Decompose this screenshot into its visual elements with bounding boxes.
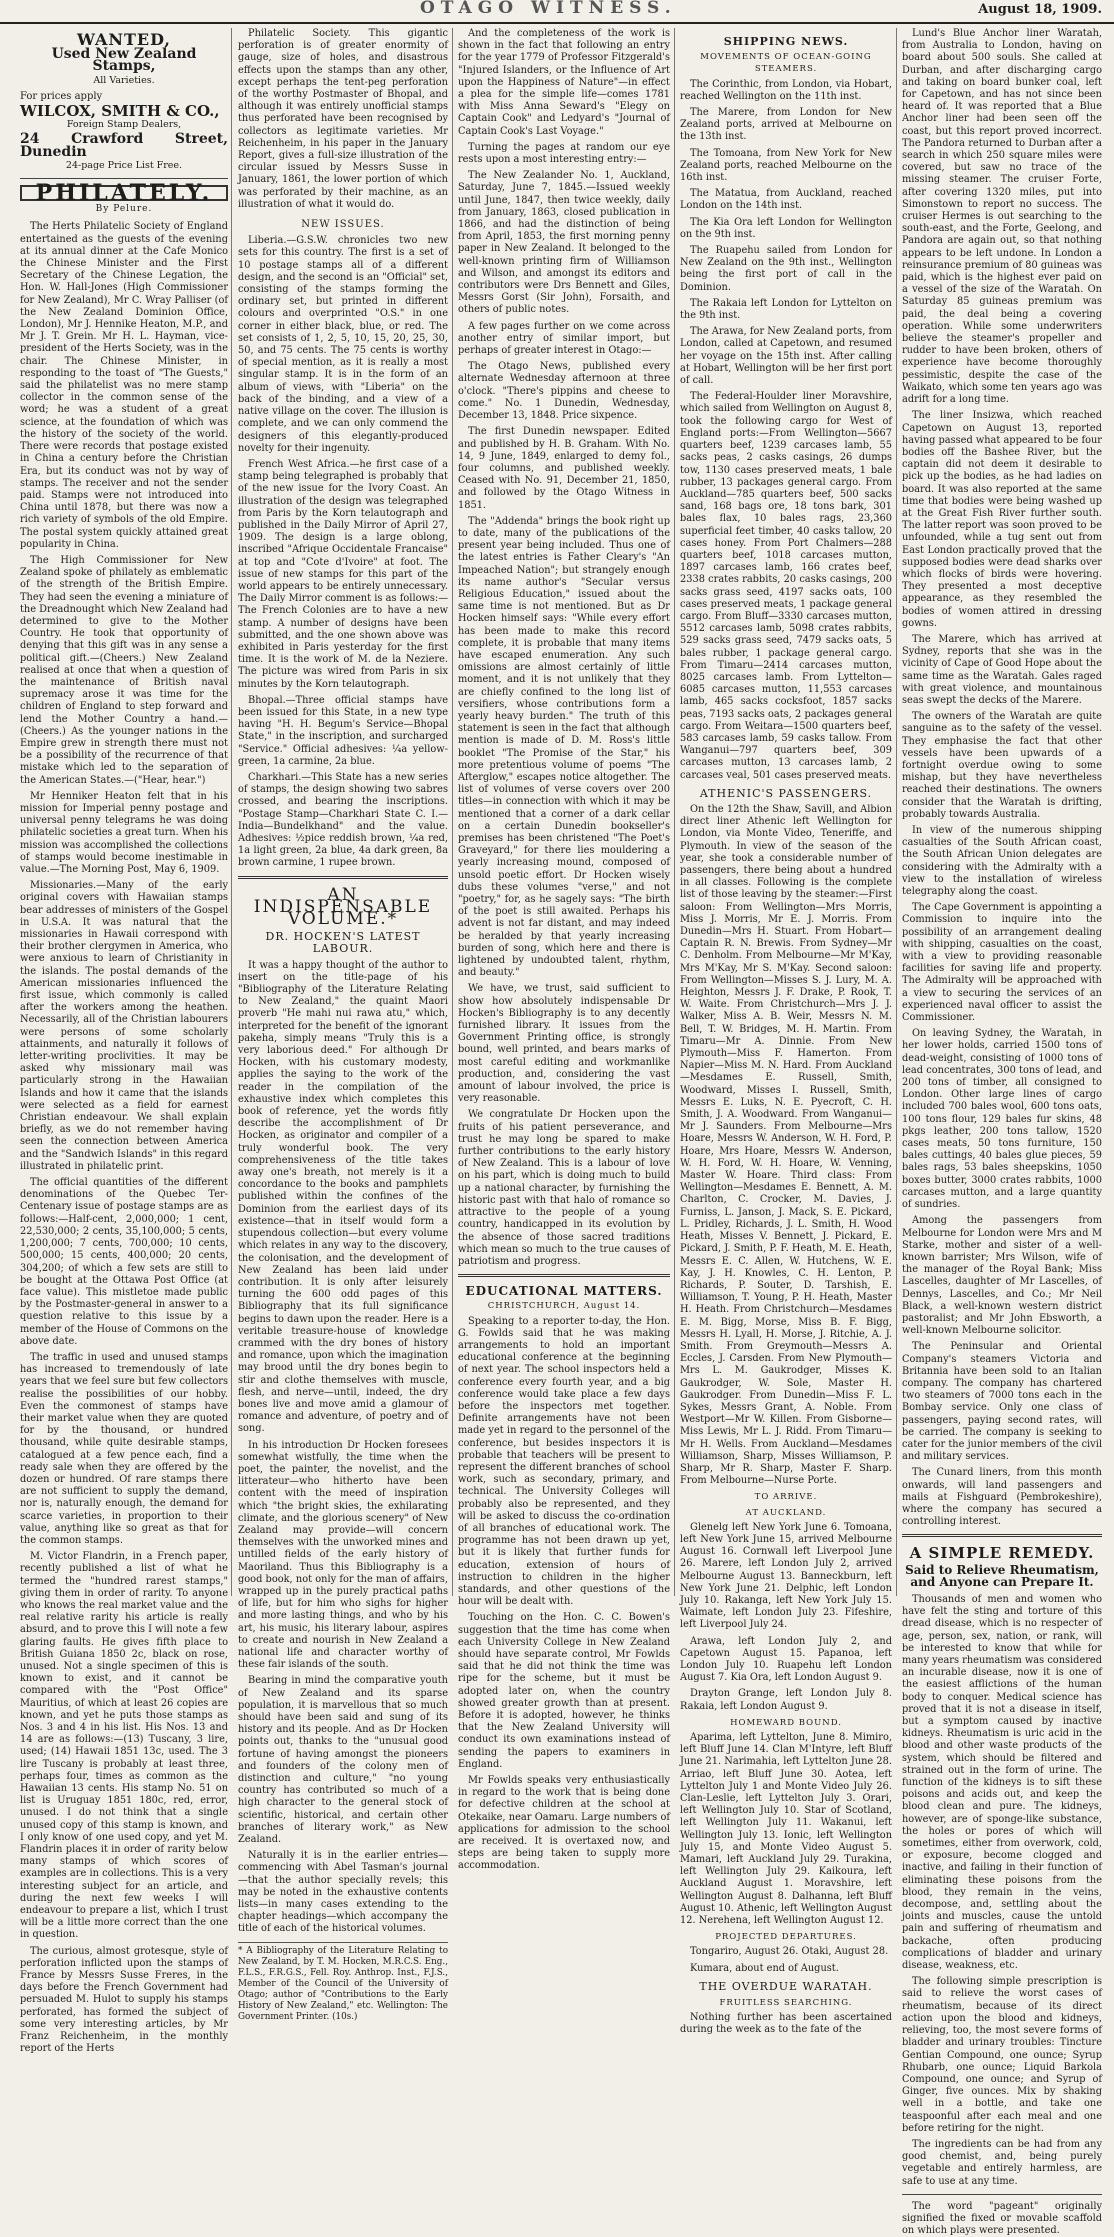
paragraph: The official quantities of the different denominations of the Quebec Ter-Centenary issue of postage stamps are as follows:—Half-cent, 2,000,000; 1 cent, 22,530,000; 2 cents, 35,100,000; 5 cents, 1,200,000; 7 cents, 700,000; 10 cents, 500,000; 15 cents, 400,000; 20 cents, 304,200; of which a few sets are still to be bought at the Ottawa Post Office (at face value). This mistletoe made public by the Postmaster-general in answer to a question relative to this issue by a member of the House of Commons on the above date. (20, 1177, 228, 1347)
column-divider (896, 28, 897, 1596)
ad-firm: WILCOX, SMITH & CO., (20, 102, 220, 121)
paragraph: The ingredients can be had from any good chemist, and, being purely vegetable and entirely harmless, are safe to use at any time. (902, 2138, 1102, 2187)
column-5 (902, 28, 1102, 2237)
divider (20, 178, 228, 179)
paragraph: Lund's Blue Anchor liner Waratah, from Australia to London, having on board about 500 souls. She called at Durban, and after discharging cargo and taking on board bunker coal, left for Capetown, and has not since been heard of. It was reported that a Blue Anchor liner had been seen off the coast, but this report proved incorrect. The Pandora returned to Durban after a search in which 250 square miles were covered, but saw no trace of the missing steamer. The cruiser Forte, after covering 1320 miles, put into Simonstown to report no success. The cruiser Hermes is out searching to the south-east, and the Forte, Geelong, and Pandora are again out, so that nothing appears to be left undone. In London a reinsurance premium of 80 guineas was paid, which is the highest ever paid on a vessel of the size of the Waratah. On Saturday 85 guineas premium was paid, the deal being a covering operation. While some underwriters believe the steamer's propeller and rudder to have been broken, others of experience have become thoroughly pessimistic, despite the case of the Waikato, which some ten years ago was adrift for a long time. (902, 28, 1102, 406)
educational-heading: EDUCATIONAL MATTERS. (465, 1284, 663, 1299)
movements-heading: MOVEMENTS OF OCEAN-GOING STEAMERS. (700, 52, 872, 75)
paragraph: The traffic in used and unused stamps has increased to tremendously of late years that we feel sure but few collectors realise the possibilities of our hobby. Even the commonest of stamps have their market value when they are quoted for by the thousand, or hundred thousand, while quite desirable stamps, catalogued at a few pence each, find a ready sale when they are offered by the dozen or hundred. Of rare stamps there are not sufficient to supply the demand, nor is, naturally enough, the demand for scarce varieties, in proportion to their value, anything like so great as that for the common stamps. (20, 1351, 228, 1546)
ad-prices: For prices apply (20, 90, 103, 102)
paragraph: Touching on the Hon. C. C. Bowen's suggestion that the time has come when each University College in New Zealand should have separate control, Mr Fowlds said that he did not think the time was ripe for the scheme, but it must be adopted later on, when the country showed greater growth than at present. Before it is adopted, however, he thinks that the New Zealand University will conduct its own examinations instead of sending the papers to examiners in England. (458, 1612, 670, 1770)
paragraph: The Matatua, from Auckland, reached London on the 14th inst. (680, 188, 892, 212)
paragraph: Mr Henniker Heaton felt that in his mission for Imperial penny postage and universal penny telegrams he was doing philatelic societies a great turn. When his mission was accomplished the collections of stamps would become inestimable in value.—The Morning Post, May 6, 1909. (20, 790, 228, 875)
paragraph: In his introduction Dr Hocken foresees somewhat wistfully, the time when the poet, the painter, the novelist, and the litterateur—who hitherto have been content with the meed of inspiration which "the bright skies, the exhilarating climate, and the glorious scenery" of New Zealand may provide—will concern themselves with the unworked mines and untilled fields of the early history of Maoriland. Thus this Bibliography is a good book, not only for the man of affairs, wrapped up in the purely practical paths of life, but for him who sighs for higher and more lasting things, and who by his art, his music, his literary labour, aspires to create and nourish in New Zealand a national life and character worthy of these fair islands of the south. (238, 1439, 448, 1671)
column-divider (231, 28, 232, 1596)
to-arrive-list (680, 1522, 892, 1713)
divider (902, 2194, 1102, 2195)
paragraph: Tongariro, August 26. Otaki, August 28. (690, 1946, 889, 1958)
paragraph: The Ruapehu sailed from London for New Zealand on the 9th inst., Wellington being the first port of call in the Dominion. (680, 245, 892, 293)
footnote: * A Bibliography of the Literature Relating to New Zealand, by T. M. Hocken, M.R.C.S. Eng., F.L.S., F.R.G.S., Fell. Roy. Anthrop. Inst., F.J.S., Member of the Council of the University of Otago; author of "Contributions to the Early History of New Zealand," etc. Wellington: The Government Printer. (10s.) (238, 1942, 448, 2023)
paragraph: The liner Insizwa, which reached Capetown on August 13, reported having passed what appeared to be four bodies off the Bashee River, but the captain did not deem it desirable to pick up the bodies, as he had ladies on board. It was also reported at the same time that bodies were being washed up at the Great Fish River further south. The latter report was soon proved to be unfounded, while a tug sent out from East London practically proved that the supposed bodies were dead sharks over which flocks of birds were hovering. They presented a most deceptive appearance, as they resembled the bodies of women attired in dressing gowns. (902, 410, 1102, 629)
paragraph: The Marere, from London for New Zealand ports, arrived at Melbourne on the 13th inst. (680, 107, 892, 143)
ad-varieties: All Varieties. (93, 74, 155, 86)
divider (458, 1274, 670, 1277)
waratah-article (680, 2012, 892, 2036)
paragraph: The Kia Ora left London for Wellington on the 9th inst. (680, 216, 892, 240)
volume-article-cont (458, 28, 670, 1268)
remedy-heading: A SIMPLE REMEDY. (909, 1544, 1095, 1563)
paragraph: The "Addenda" brings the book right up to date, many of the publications of the present year being included. Thus one of the latest entries is Father Cleary's "An Impeached Nation"; but strangely enough its name author's "Secular versus Religious Education," issued about the same time is not mentioned. But as Dr Hocken himself says: "While every effort has been made to make this record complete, it is probable that many items have escaped enumeration. Any such omissions are almost certainly of little moment, and it is not unlikely that they are chiefly confined to the long list of versifiers, whose contributions form a yearly heavy burden." The truth of this statement is seen in the fact that although mention is made of D. M. Ross's little booklet "The Promise of the Star," his more pretentious volume of poems "The Afterglow," escapes notice altogether. The list of volumes of verse covers over 200 titles—in connection with which it may be mentioned that a corner of a dark cellar on a certain Dunedin bookseller's premises has been christened "The Poet's Graveyard," for there lies mouldering a yearly increasing mound, composed of unsold poetic effort. Dr Hocken wisely dubs these volumes "verse," and not "poetry," for, as he sagely says: "The birth of the poet is still awaited. Perhaps his advent is not far distant, and may indeed be heralded by that yearly increasing burden of song, which here and there is lightened by undoubted talent, rhythm, and beauty." (458, 515, 670, 979)
column-2 (238, 28, 448, 2022)
paragraph: Drayton Grange, left London July 8. Rakaia, left London August 9. (680, 1688, 892, 1712)
new-issues-article (238, 235, 448, 869)
paragraph: Naturally it is in the earlier entries—commencing with Abel Tasman's journal—that the author specially revels; this may be noted in the exhaustive contents lists—in many cases extending to the chapter headings—which accompany the title of each of the historical volumes. (238, 1850, 448, 1935)
movements-article (680, 79, 892, 782)
volume-article (238, 960, 448, 1936)
paragraph: We congratulate Dr Hocken upon the fruits of his patient perseverance, and trust he may long be spared to make further contributions to the early history of New Zealand. This is a labour of love on his part, which is doing much to build up a national character, by furnishing the historic past with that halo of romance so attractive to the people of a young country, handicapped in its evolution by the absence of those sacred traditions which mean so much to the true causes of patriotism and progress. (458, 1109, 670, 1267)
paragraph: The Otago News, published every alternate Wednesday afternoon at three o'clock. "There's pippins and cheese to come." No. 1 Dunedin, Wednesday, December 13, 1848. Price sixpence. (458, 361, 670, 422)
pageant-note: The word "pageant" originally signified the fixed or movable scaffold on which plays were presented. (902, 2200, 1102, 2237)
column-divider (452, 28, 453, 1596)
paragraph: The Marere, which has arrived at Sydney, reports that she was in the vicinity of Cape of Good Hope about the same time as the Waratah. Gales raged with great violence, and mountainous seas swept the decks of the Marere. (902, 633, 1102, 706)
paragraph: M. Victor Flandrin, in a French paper, recently published a list of what he termed the "hundred rarest stamps," giving them in order of rarity. To anyone who knows the real market value and the real relative rarity his article is really absurd, and to prove this I will note a few glaring faults. He gives fifth place to British Guiana 1850 2c, black on rose, unused. Not a single specimen of this is known to exist, and it cannot be compared with the "Post Office" Mauritius, of which at least 26 copies are known, and yet he puts those stamps as Nos. 3 and 4 in his list. His Nos. 13 and 14 are as follows:—(13) Tuscany, 3 lire, used; (14) Hawaii 1851 13c, used. The 3 lire Tuscany is probably at least three, perhaps four, times as common as the Hawaiian 13 cents. His stamp No. 51 on list is Uruguay 1851 180c, red, error, unused. I do not think that a single unused copy of this stamp is known, and I only know of one used copy, and yet M. Flandrin places it in order of rarity below many stamps of which scores of examples are in collections. This is a very interesting subject for an article, and during the next few weeks I will endeavour to prepare a list, which I trust will be a little more correct than the one in question. (20, 1551, 228, 1941)
paragraph: Bhopal.—Three official stamps have been issued for this State, in a new type having "H. H. Begum's Service—Bhopal State," in the inscription, and surcharged "Service." Official adhesives: ¼a yellow-green, 1a carmine, 2a blue. (238, 694, 448, 767)
paragraph: Turning the pages at random our eye rests upon a most interesting entry:— (458, 141, 670, 166)
paragraph: Glenelg left New York June 6. Tomoana, left New York June 15, arrived Melbourne August 16. Cornwall left Liverpool June 26. Marere, left London July 2, arrived Melbourne August 13. Banneckburn, left New York June 21. Delphic, left London July 10. Rakanga, left New York July 15. Waimate, left London July 23. Fifeshire, left Liverpool July 24. (680, 1521, 892, 1631)
philately-article-cont (238, 28, 448, 211)
educational-dateline: CHRISTCHURCH, August 14. (487, 1301, 641, 1312)
ad-stamps: Used New Zealand Stamps, (51, 46, 197, 75)
to-arrive-subheading: AT AUCKLAND. (745, 1507, 827, 1518)
paragraph: Philatelic Society. This gigantic perforation is of greater enormity of gauge, size of holes, and disastrous effects upon the stamps than any other, except perhaps the tent-peg perforation of the worthy Postmaster of Bhopal, and although it was entirely unofficial stamps thus perforated have been recognised by collectors as legitimate varieties. Mr Reichenheim, in his paper in the January Report, gives a full-size illustration of the circular issued by Messrs Susse in January, 1861, the lower portion of which was perforated by their machine, as an illustration of what it would do. (238, 28, 448, 210)
waratah-heading: THE OVERDUE WARATAH. (699, 1979, 873, 1993)
column-3 (458, 28, 670, 1872)
masthead (0, 0, 1114, 24)
remedy-subheading: Said to Relieve Rheumatism, and Anyone can Prepare It. (905, 1562, 1099, 1589)
ad-wanted: WANTED, (77, 30, 171, 49)
divider (238, 876, 448, 879)
remedy-article (902, 1594, 1102, 2188)
paragraph: The Rakaia left London for Lyttelton on the 9th inst. (680, 297, 892, 322)
ad-address: 24 Crawford Street, Dunedin (20, 131, 228, 160)
volume-heading: AN INDISPENSABLE VOLUME.* (253, 884, 433, 930)
projected-list (680, 1946, 892, 1974)
homeward-list (680, 1732, 892, 1927)
column-1 (20, 28, 228, 2055)
paragraph: Aparima, left Lyttelton, June 8. Mimiro, left Bluff June 14. Clan M'Intyre, left Bluff June 21. Narimahia, left Lyttelton June 28. Arriao, left Bluff June 30. Aotea, left Lyttelton July 1 and Monte Video July 26. Clan-Leslie, left Lyttelton July 3. Orari, left Wellington July 10. Star of Scotland, left Wellington July 11. Wakanui, left Wellington July 13. Ionic, left Wellington July 15, and Monte Video August 5. Mamari, left Auckland July 29. Turakina, left Wellington July 29. Kaikoura, left Auckland August 1. Moravshire, left Wellington August 8. Dalhanna, left Bluff August 10. Athenic, left Wellington August 12. Nerehena, left Wellington August 12. (680, 1732, 892, 1927)
paragraph: Arawa, left London July 2, and Capetown August 15. Papanoa, left London July 10. Ruapehu left London August 7. Kia Ora, left London August 9. (680, 1635, 892, 1684)
paragraph: The Arawa, for New Zealand ports, from London, called at Capetown, and resumed her voyage on the 15th inst. After calling at Hobart, Wellington will be her first port of call. (680, 326, 892, 387)
column-divider (674, 28, 675, 1596)
waratah-article-cont (902, 28, 1102, 1528)
paragraph: Speaking to a reporter to-day, the Hon. G. Fowlds said that he was making arrangements to hold an important educational conference at the beginning of next year. The school inspectors held a conference every fourth year, and a big conference would take place a few days before the inspectors met together. Definite arrangements have not been made yet in regard to the personnel of the conference, but besides inspectors it is probable that teachers will be present to represent the different branches of school work, such as secondary, primary, and technical. The University Colleges will probably also be represented, and they will be asked to discuss the co-ordination of all branches of educational work. The programme has not been drawn up yet, but it is likely that further funds for education, extension of hours of instruction to children in the higher standards, and other questions of the hour will be dealt with. (458, 1315, 670, 1608)
paragraph: The curious, almost grotesque, style of perforation inflicted upon the stamps of France by Messrs Susse Freres, in the days before the French Government had persuaded M. Hulot to supply his stamps perforated, has formed the subject of some very interesting articles, by Mr Franz Reichenheim, in the monthly report of the Herts (20, 1945, 228, 2055)
paragraph: Missionaries.—Many of the early original covers with Hawaiian stamps bear addresses of ministers of the Gospel in U.S.A. It was natural that the missionaries in Hawaii correspond with their brother clergymen in America, who were anxious to learn of Christianity in the islands. The postal demands of the American missionaries influenced the first issue, which commonly is called after the workers among the heathen. Necessarily, all of the Christian labourers were persons of some scholarly attainments, and naturally it follows of letter-writing proclivities. It may be asked why missionary mail was particularly strong in the Hawaiian Islands and how it came that the islands were selected as a field for earnest Christian endeavour. We shall explain briefly, as we do not remember having seen the connection between America and the "Sandwich Islands" in this regard illustrated in philatelic print. (20, 880, 228, 1172)
ad-dealers: Foreign Stamp Dealers, (66, 119, 182, 131)
shipping-heading: SHIPPING NEWS. (723, 35, 849, 48)
paragraph: The Cunard liners, from this month onwards, will land passengers and mails at Fishguard (Pembrokeshire), where the company has secured a controlling interest. (902, 1467, 1102, 1528)
new-issues-heading: NEW ISSUES. (301, 219, 385, 231)
paragraph: The first Dunedin newspaper. Edited and published by H. B. Graham. With No. 14, 9 June, 1849, enlarged to demy fol., four columns, and published weekly. Ceased with No. 91, December 21, 1850, and followed by the Otago Witness in 1851. (458, 426, 670, 511)
masthead-date: August 18, 1909. (978, 2, 1102, 17)
column-4 (680, 28, 892, 2036)
philately-article (20, 221, 228, 2055)
paragraph: Bearing in mind the comparative youth of New Zealand and its sparse population, it is marvellous that so much should have been said and sung of its history and its people. And as Dr Hocken points out, thanks to the "unusual good fortune of having amongst the pioneers and founders of the colony men of distinction and culture," "no young country has contributed so much of a high character to the general stock of scientific, historical, and certain other branches of literary work," as New Zealand. (238, 1675, 448, 1846)
paragraph: Among the passengers from Melbourne for London were Mrs and M Starke, mother and sister of a well-known barrister; Mrs Wilson, wife of the manager of the Royal Bank; Miss Lascelles, daughter of Mr Lascelles, of Dennys, Lascelles, and Co.; Mr Neil Black, a well-known western district pastoralist; and Mr John Ebsworth, a well-known Melbourne solicitor. (902, 1215, 1102, 1337)
paragraph: The Cape Government is appointing a Commission to inquire into the possibility of an arrangement dealing with shipping, casualties on the coast, with a view to providing reasonable facilities for saving life and property. The Admiralty will be approached with a view to securing the services of an experienced naval officer to assist the Commissioner. (902, 902, 1102, 1024)
homeward-heading: HOMEWARD BOUND. (730, 1717, 842, 1728)
paragraph: On leaving Sydney, the Waratah, in her lower holds, carried 1500 tons of dead-weight, consisting of 1000 tons of lead concentrates, 300 tons of lead, and 200 tons of timber, all consigned to London. Other large lines of cargo included 700 bales wool, 600 tons oats, 100 tons flour, 129 bales fur skins, 48 pkgs leather, 200 tons tallow, 1520 cases meats, 50 tons furniture, 150 bales cuttings, 40 bales glue pieces, 59 bales rags, 53 bales sheepskins, 1050 boxes butter, 3000 crates rabbits, 1000 carcases mutton, and a large quantity of sundries. (902, 1028, 1102, 1211)
paragraph: In view of the numerous shipping casualties of the South African coast, the South African Union delegates are considering with the Admiralty with a view to the installation of wireless telegraphy along the coast. (902, 825, 1102, 898)
paragraph: The owners of the Waratah are quite sanguine as to the safety of the vessel. They emphasise the fact that other vessels have been upwards of a fortnight overdue owing to some mishap, but they have nevertheless reached their destinations. The owners consider that the Waratah is drifting, probably towards Australia. (902, 711, 1102, 820)
paragraph: French West Africa.—he first case of a stamp being telegraphed is probably that of the new issue for the Ivory Coast. An illustration of the design was telegraphed from Paris by the Korn telautograph and published in the Daily Mirror of April 27, 1909. The design is a large oblong, inscribed "Afrique Occidentale Francaise" at top and "Cote d'Ivoire" at foot. The issue of new stamps for this part of the world appears to be entirely unnecessary. The Daily Mirror comment is as follows:—The French Colonies are to have a new stamp. A number of designs have been submitted, and the one shown above was exhibited in Paris yesterday for the first time. It is the work of M. de la Neziere. The picture was wired from Paris in six minutes by the Korn telautograph. (238, 458, 448, 690)
paragraph: The Herts Philatelic Society of England entertained as the guests of the evening at its annual dinner at the Cafe Monico the Chinese Minister and the First Secretary of the Chinese Legation, the Hon. W. Hall-Jones (High Commissioner for New Zealand), Mr C. Wray Palliser (of the New Zealand Dominion Office, London), Mr J. Hennike Heaton, M.P., and Mr J. T. Grein. Mr H. L. Hayman, vice-president of the Herts Society, was in the chair. The Chinese Minister, in responding to the toast of "The Guests," said the philatelist was no mere stamp collector in the common sense of the word; he was a student of a great science, at the foundation of which was the history of the society of the world. There were records that postage existed in China a century before the Christian Era, but its conduct was not by way of stamps. The receiver and not the sender paid. Stamps were not introduced into China until 1878, but there was now a rich variety of symbols of the old Empire. The postal system quickly attained great popularity in China. (20, 221, 228, 550)
athenic-article (680, 804, 892, 1487)
paragraph: The High Commissioner for New Zealand spoke of philately as emblematic of the strength of the British Empire. They had seen the evening a miniature of the Dreadnought which New Zealand had determined to give to the Mother Country. He took that opportunity of denying that this gift was in any sense a political gift.—(Cheers.) New Zealand realised at once that when a question of the maintenance of British naval supremacy arose it was time for the children of England to step forward and lend the Mother Country a hand.—(Cheers.) As the younger nations in the Empire grew in strength there must not be a possibility of the recurrence of that mistake which led to the separation of the American States.—("Hear, hear.") (20, 554, 228, 786)
athenic-heading: ATHENIC'S PASSENGERS. (699, 786, 873, 800)
paragraph: The Corinthic, from London, via Hobart, reached Wellington on the 11th inst. (680, 78, 892, 102)
projected-heading: PROJECTED DEPARTURES. (715, 1932, 857, 1943)
paragraph: Thousands of men and women who have felt the sting and torture of this dread disease, which is no respecter of age, person, sex, nation, or rank, will be interested to know that while for many years rheumatism was considered an incurable disease, now it is one of the easiest afflictions of the human body to conquer. Medical science has proved that it is not a disease in itself, but a symptom caused by inactive kidneys. Rheumatism is uric acid in the blood and other waste products of the system, which should be filtered and strained out in the form of urine. The function of the kidneys is to sift these poisons and acids out, and keep the blood clean and pure. The kidneys, however, are of sponge-like substance, the holes or pores of which will sometimes, either from overwork, cold, or exposure, become clogged and inactive, and failing in their function of eliminating these poisons from the blood, they remain in the veins, decompose, and, settling about the joints and muscles, cause the untold pain and suffering of rheumatism and backache, often producing complications of bladder and urinary disease, weakness, etc. (902, 1593, 1102, 1972)
paragraph: A few pages further on we come across another entry of similar import, but perhaps of greater interest in Otago:— (458, 320, 670, 357)
to-arrive-heading: TO ARRIVE. (754, 1492, 818, 1503)
paragraph: Liberia.—G.S.W. chronicles two new sets for this country. The first is a set of 10 postage stamps all of a different design, and the second is an "Official" set, consisting of the stamps forming the ordinary set, but printed in different colours and overprinted "O.S." in one corner in either black, blue, or red. The set consists of 1, 2, 5, 10, 15, 20, 25, 30, 50, and 75 cents. The 75 cents is worthy of special mention, as it is really a most singular stamp. It is in the form of an album of views, with "Liberia" on the back of the binding, and a view of a native village on the cover. The illusion is complete, and we can only commend the designers of this elegantly-produced novelty for their ingenuity. (238, 235, 448, 454)
paragraph: The Tomoana, from New York for New Zealand ports, reached Melbourne on the 16th inst. (680, 147, 892, 184)
educational-article (458, 1316, 670, 1873)
waratah-subheading: FRUITLESS SEARCHING. (719, 1998, 853, 2009)
paragraph: The following simple prescription is said to relieve the worst cases of rheumatism, because of its direct action upon the blood and kidneys, relieving, too, the most severe forms of bladder and urinary troubles: Tincture Gentian Compound, one ounce; Syrup Rhubarb, one ounce; Liquid Barkola Compound, one ounce; and Syrup of Ginger, five ounces. Mix by shaking well in a bottle, and take one teaspoonful after each meal and one before retiring for the night. (902, 1976, 1102, 2134)
paragraph: Kumara, about end of August. (690, 1962, 839, 1974)
masthead-title: OTAGO WITNESS. (420, 0, 677, 18)
philately-heading: PHILATELY. (20, 185, 228, 201)
paragraph: Mr Fowlds speaks very enthusiastically in regard to the work that is being done for defective children at the school at Otekaike, near Oamaru. Large numbers of applications for admission to the school are received. It is overtaxed now, and steps are being taken to supply more accommodation. (458, 1775, 670, 1872)
paragraph: The Peninsular and Oriental Company's steamers Victoria and Britannia have been sold to an Italian company. The company has chartered two steamers of 7000 tons each in the Bombay service. Only one class of passengers, paying second rates, will be carried. The company is seeking to cater for the junior members of the civil and military services. (902, 1341, 1102, 1463)
paragraph: Nothing further has been ascertained during the week as to the fate of the (680, 2012, 892, 2036)
volume-subheading: DR. HOCKEN'S LATEST LABOUR. (265, 930, 421, 956)
paragraph: And the completeness of the work is shown in the fact that following an entry for the year 1779 of Professor Fitzgerald's "Injured Islanders, or the Influence of Art upon the Happiness of Nature"—in effect a plea for the simple life—comes 1781 with Miss Anna Seward's "Elegy on Captain Cook" and Ledyard's "Journal of Captain Cook's Last Voyage." (458, 28, 670, 137)
wanted-advertisement (20, 30, 228, 172)
paragraph: We have, we trust, said sufficient to show how absolutely indispensable Dr Hocken's Bibliography is to any decently furnished library. It issues from the Government Printing office, is strongly bound, well printed, and bears marks of most careful editing and workmanlike production, and, considering the vast amount of labour involved, the price is very reasonable. (458, 983, 670, 1105)
ad-price-list: 24-page Price List Free. (65, 159, 183, 171)
paragraph: The Federal-Houlder liner Moravshire, which sailed from Wellington on August 8, took the following cargo for West of England ports:—From Wellington—5667 quarters beef, 1239 carcases lamb, 55 sacks peas, 2 casks casings, 26 dumps tow, 1130 cases preserved meats, 1 bale rubber, 13 packages general cargo. From Auckland—785 quarters beef, 500 sacks sand, 168 bags ore, 18 tons bark, 301 bales flax, 10 bales rags, 23,360 superficial feet timber, 40 casks tallow, 20 cases honey. From Port Chalmers—288 quarters beef, 1018 carcases mutton, 1897 carcases lamb, 166 crates beef, 2338 crates rabbits, 20 casks casings, 200 sacks grass seed, 4197 sacks oats, 100 cases preserved meats, 1 package general cargo. From Bluff—3330 carcases mutton, 5512 carcases lamb, 5098 crates rabbits, 529 sacks grass seed, 7479 sacks oats, 5 bales rubber, 1 package general cargo. From Timaru—2414 carcases mutton, 8025 carcases lamb. From Lyttelton—6085 carcases mutton, 11,553 carcases lamb, 465 sacks cocksfoot, 1857 sacks peas, 7193 sacks oats, 2 packages general cargo. From Weitara—1500 quarters beef, 583 carcases lamb, 59 casks tallow. From Wanganui—797 quarters beef, 309 carcases mutton, 13 carcases lamb, 2 carcases veal, 501 cases preserved meats. (680, 391, 892, 781)
paragraph: It was a happy thought of the author to insert on the title-page of his "Bibliography of the Literature Relating to New Zealand," the quaint Maori proverb "He mahi nui rawa atu," which, interpreted for the benefit of the ignorant pakeha, simply means "Truly this is a very laborious deed." For although Dr Hocken, with his customary modesty, applies the saying to the work of the reader in the compilation of the exhaustive index which completes this book of reference, yet the words fitly describe the accomplishment of Dr Hocken, as originator and compiler of a truly wonderful book. The very comprehensiveness of the title takes away one's breath, not merely is it a concordance to the books and pamphlets published within the confines of the Dominion from the earliest days of its existence—that in itself would form a stupendous collection—but every volume which relates in any way to the discovery, the colonisation, and the development of New Zealand has been laid under contribution. It is only after leisurely turning the 600 odd pages of this Bibliography that its full significance begins to dawn upon the reader. Here is a veritable treasure-house of knowledge crammed with the dry bones of history and romance, upon which the imagination may brood until the dry bones begin to stir and clothe themselves with muscle, flesh, and nerve—until, indeed, the dry bones live and move amid a glamour of romance and adventure, of poetry and of song. (238, 959, 448, 1435)
byline: By Pelure. (95, 204, 153, 215)
paragraph: The New Zealander No. 1, Auckland, Saturday, June 7, 1845.—Issued weekly until June, 1847, then twice weekly, daily from January, 1863, closed publication in 1866, and had the distinction of being from April, 1853, the first morning penny paper in New Zealand. It belonged to the well-known printing firm of Williamson and Wilson, and amongst its editors and contributors were Drs Bennett and Giles, Messrs Gorst (Sir John), Forsaith, and others of public notes. (458, 170, 670, 316)
paragraph: On the 12th the Shaw, Savill, and Albion direct liner Athenic left Wellington for London, via Monte Video, Teneriffe, and Plymouth. In view of the season of the year, she took a considerable number of passengers, there being about a hundred in all classes. Following is the complete list of those leaving by the steamer:—First saloon: From Wellington—Mrs Morris, Miss J. Morris, Mr E. J. Morris. From Dunedin—Mrs H. Stuart. From Hobart—Captain R. N. Brewis. From Sydney—Mr C. Denholm. From Melbourne—Mr M'Kay, Mrs M'Kay, Mr S. M'Kay. Second saloon: From Wellington—Misses S. J. Lury, M. A. Heighton, Messrs J. F. Drake, P. Rook, T. W. Waite. From Christchurch—Mrs J. J. Walker, Miss A. B. Weir, Messrs N. M. Bell, T. W. Bridges, M. H. Martin. From Timaru—Mr A. Dinnie. From New Plymouth—Miss F. Hamerton. From Napier—Miss M. N. Hard. From Auckland—Mesdames E. Russell, Smith, Woodward, Misses I. Russell, Smith, Messrs E. Luks, N. E. Pyecroft, C. H. Smith, J. A. Woodward. From Wanganui—Mr J. Saunders. From Melbourne—Mrs Hoare, Messrs W. Anderson, W. H. Ford, P. Hoare, Mrs Hoare, Messrs W. Anderson, W. H. Ford, W. H. Hoare, W. Venning, Master W. Hoare. Third class: From Wellington—Mesdames E. Bennett, A. M. Charlton, C. Crocker, M. Davies, J. Furniss, L. Janson, J. Mack, S. E. Pickard, L. Pridley, Richards, J. L. Smith, H. Wood Heath, Misses V. Bennett, J. Pickard, E. Pickard, J. Smith, P. F. Heath, M. E. Heath, Messrs E. C. Allen, W. Hutchens, W. E. Kay, J. H. Knowles, C. H. Lenton, P. Richards, P. Souter, D. Tarshish, E. Williamson, T. Young, P. H. Heath, Master H. Heath. From Christchurch—Mesdames E. M. Bigg, Morse, Miss B. F. Bigg, Messrs H. Lyall, H. Morse, J. Ritchie, A. J. Smith. From Greymouth—Messrs A. Eccles, J. Carsden. From New Plymouth—Mrs L. M. Gaukrodger, Misses K. Gaukrodger, W. Sole, Master H. Gaukrodger. From Dunedin—Miss F. L. Sykes, Messrs Grant, A. Noble. From Westport—Mr W. Killen. From Gisborne—Miss Lewis, Mr L. J. Ridd. From Timaru—Mr H. Wells. From Auckland—Mesdames Williamson, Sharp, Misses Williamson, P. Sharp, Mr R. Sharp, Master F. Sharp. From Melbourne—Nurse Porte. (680, 803, 892, 1487)
divider (902, 1534, 1102, 1537)
paragraph: Charkhari.—This State has a new series of stamps, the design showing two sabres crossed, and bearing the inscriptions. "Postage Stamp—Charkhari State C. I.—India—Bundelkhand" and the value. Adhesives: ½pice reddish brown, ¼a red, 1a light green, 2a blue, 4a dark green, 8a brown carmine, 1 rupee brown. (238, 771, 448, 869)
